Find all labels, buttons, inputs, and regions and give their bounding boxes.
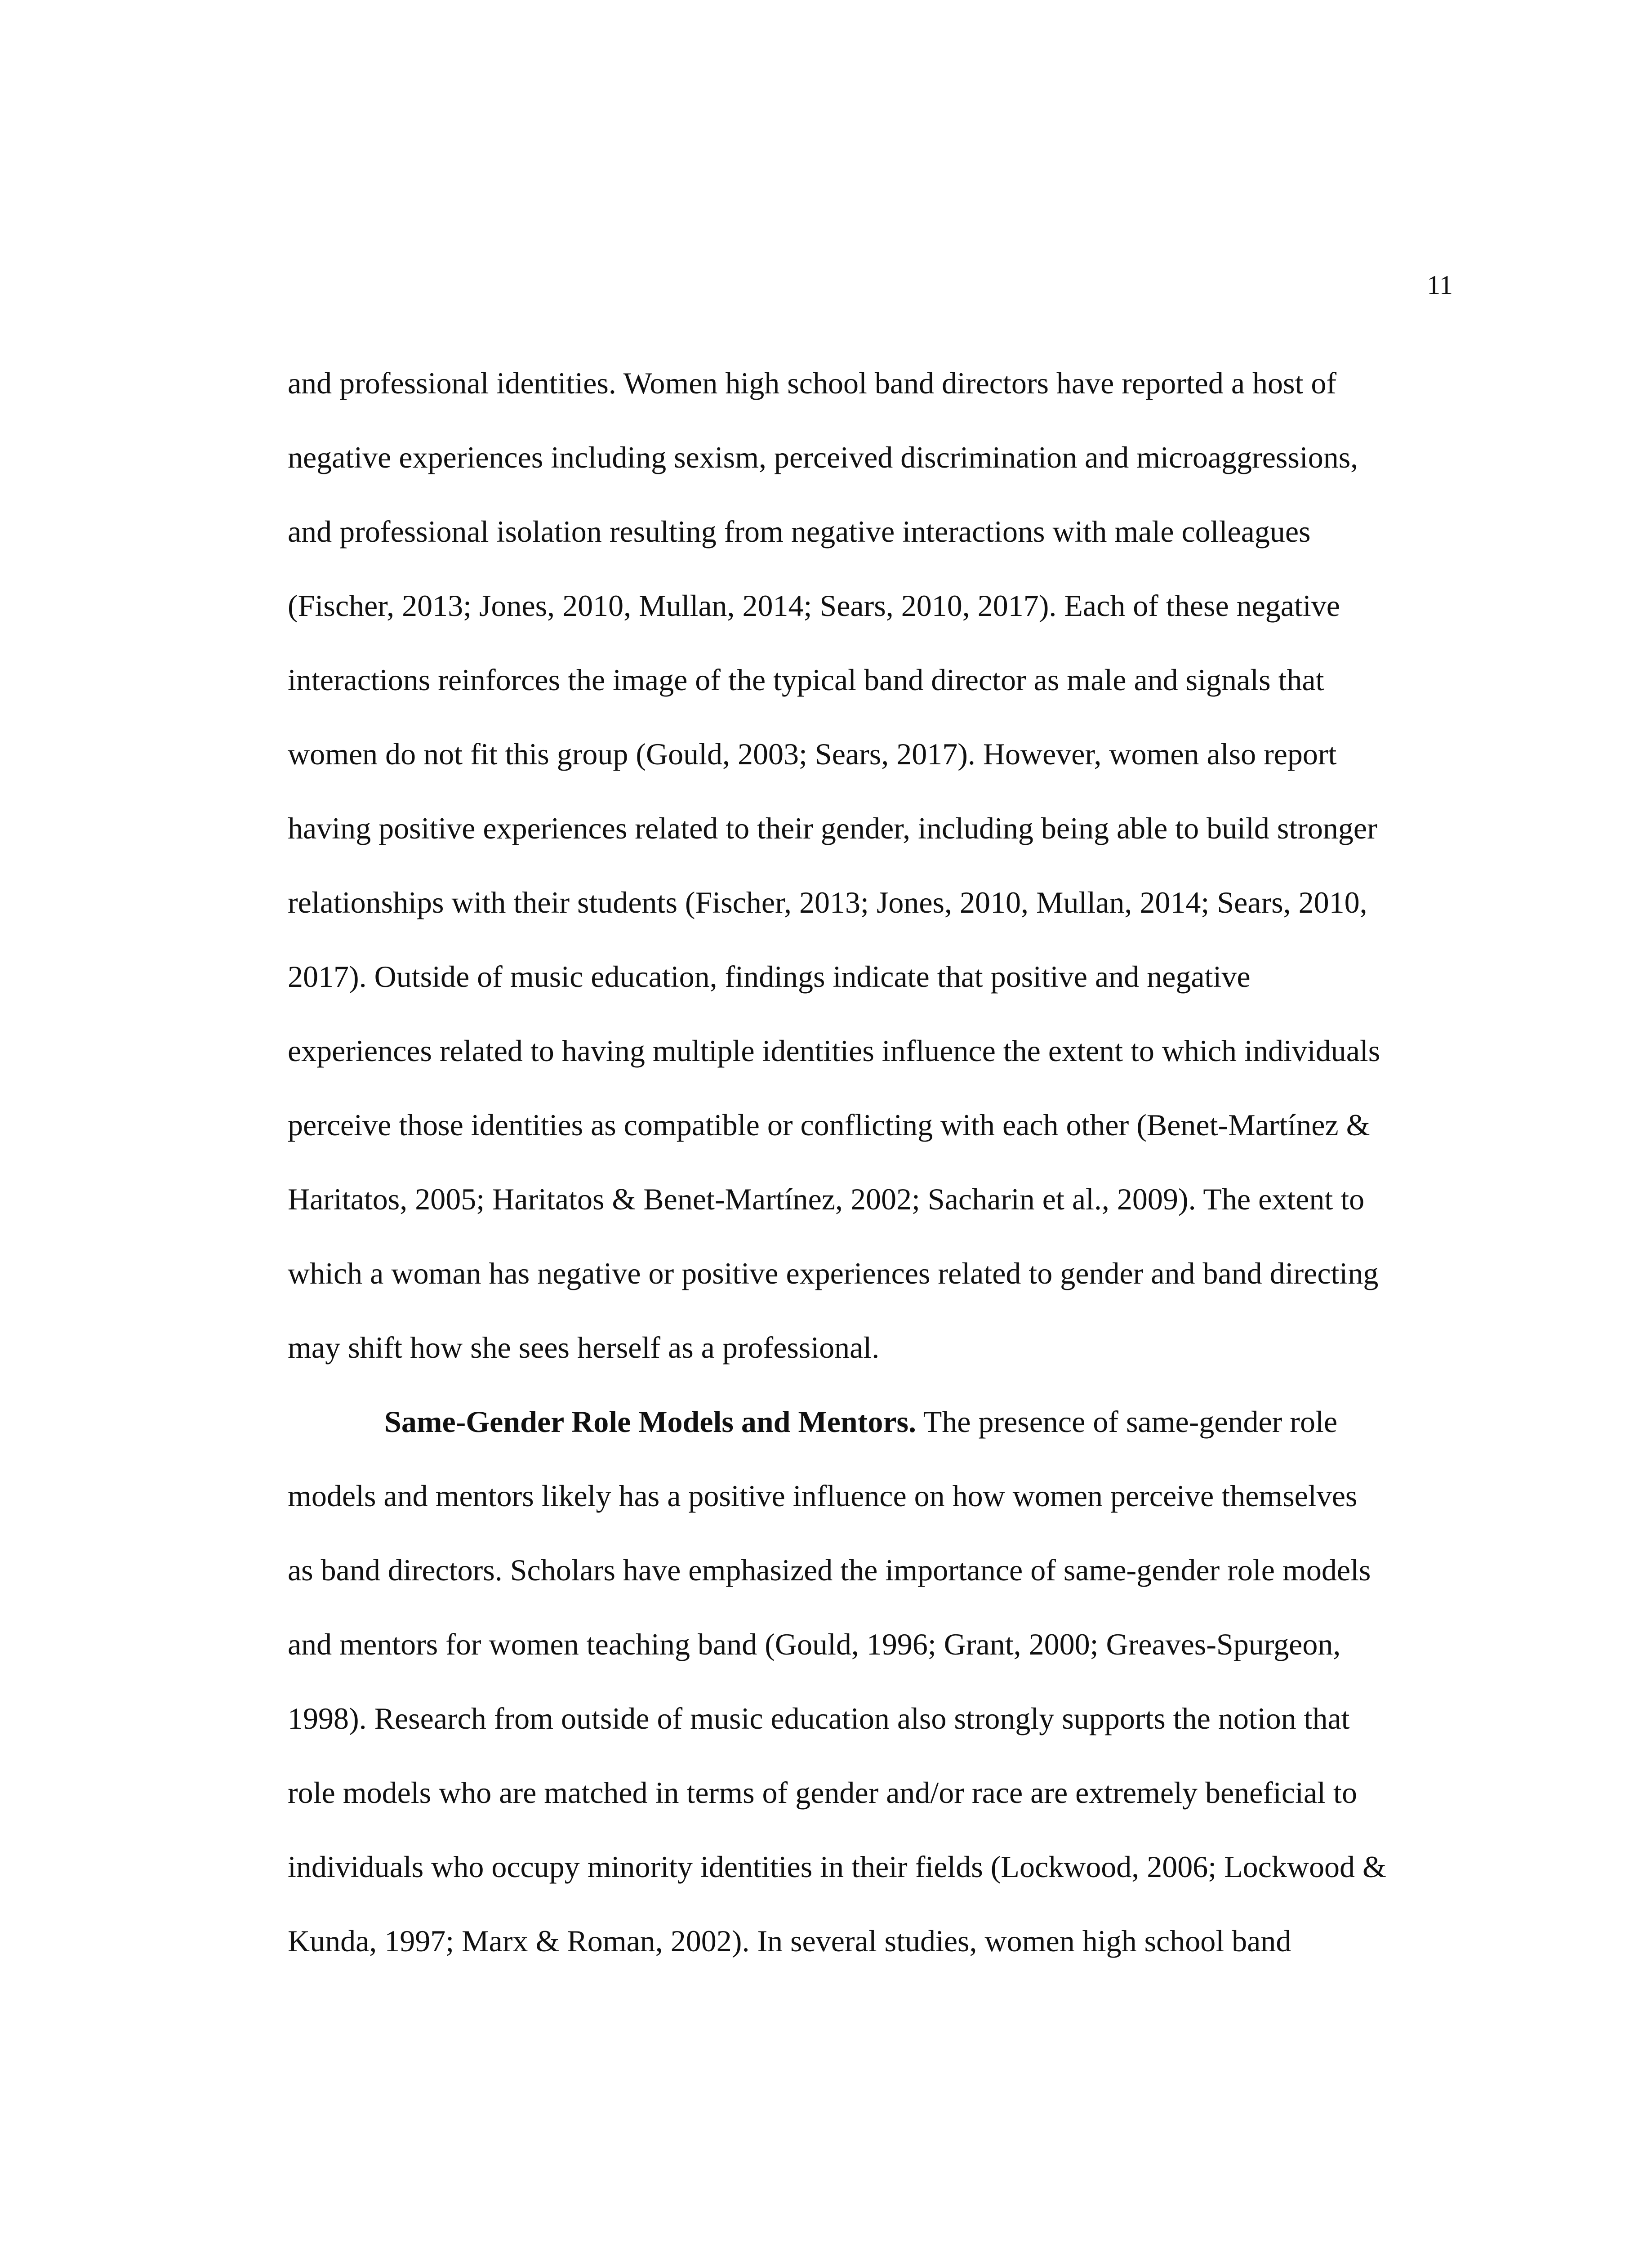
page-number: 11	[1427, 270, 1453, 300]
text-line: relationships with their students (Fischer, 2013; Jones, 2010, Mullan, 2014; Sears, 2010,	[288, 885, 1367, 919]
text-line: Kunda, 1997; Marx & Roman, 2002). In several studies, women high school band	[288, 1924, 1291, 1958]
text-line: (Fischer, 2013; Jones, 2010, Mullan, 2014; Sears, 2010, 2017). Each of these negative	[288, 589, 1340, 623]
text-line: and professional isolation resulting from negative interactions with male colleagues	[288, 514, 1311, 549]
text-line: experiences related to having multiple identities influence the extent to which individuals	[288, 1034, 1380, 1068]
text-line: perceive those identities as compatible or conflicting with each other (Benet-Martínez &	[288, 1108, 1370, 1142]
text-line: Haritatos, 2005; Haritatos & Benet-Martínez, 2002; Sacharin et al., 2009). The extent to	[288, 1182, 1365, 1216]
text-line: interactions reinforces the image of the typical band director as male and signals that	[288, 663, 1324, 697]
text-line: and mentors for women teaching band (Gould, 1996; Grant, 2000; Greaves-Spurgeon,	[288, 1627, 1341, 1661]
text-line: role models who are matched in terms of gender and/or race are extremely beneficial to	[288, 1775, 1357, 1810]
text-line: 1998). Research from outside of music education also strongly supports the notion that	[288, 1701, 1350, 1735]
text-line: having positive experiences related to their gender, including being able to build stronger	[288, 811, 1377, 845]
text-line: and professional identities. Women high school band directors have reported a host of	[288, 366, 1337, 400]
section-heading-continuation: The presence of same-gender role	[916, 1405, 1338, 1439]
section-heading: Same-Gender Role Models and Mentors.	[384, 1405, 916, 1439]
text-line: models and mentors likely has a positive influence on how women perceive themselves	[288, 1479, 1358, 1513]
text-line: may shift how she sees herself as a professional.	[288, 1330, 880, 1365]
section-first-line	[384, 1406, 1337, 1437]
text-line: 2017). Outside of music education, findings indicate that positive and negative	[288, 959, 1251, 994]
text-line: individuals who occupy minority identities in their fields (Lockwood, 2006; Lockwood &	[288, 1850, 1386, 1884]
text-line: which a woman has negative or positive experiences related to gender and band directing	[288, 1256, 1379, 1290]
text-line: women do not fit this group (Gould, 2003; Sears, 2017). However, women also report	[288, 737, 1337, 771]
text-line: as band directors. Scholars have emphasized the importance of same-gender role models	[288, 1553, 1371, 1587]
text-line: negative experiences including sexism, perceived discrimination and microaggressions,	[288, 440, 1358, 474]
